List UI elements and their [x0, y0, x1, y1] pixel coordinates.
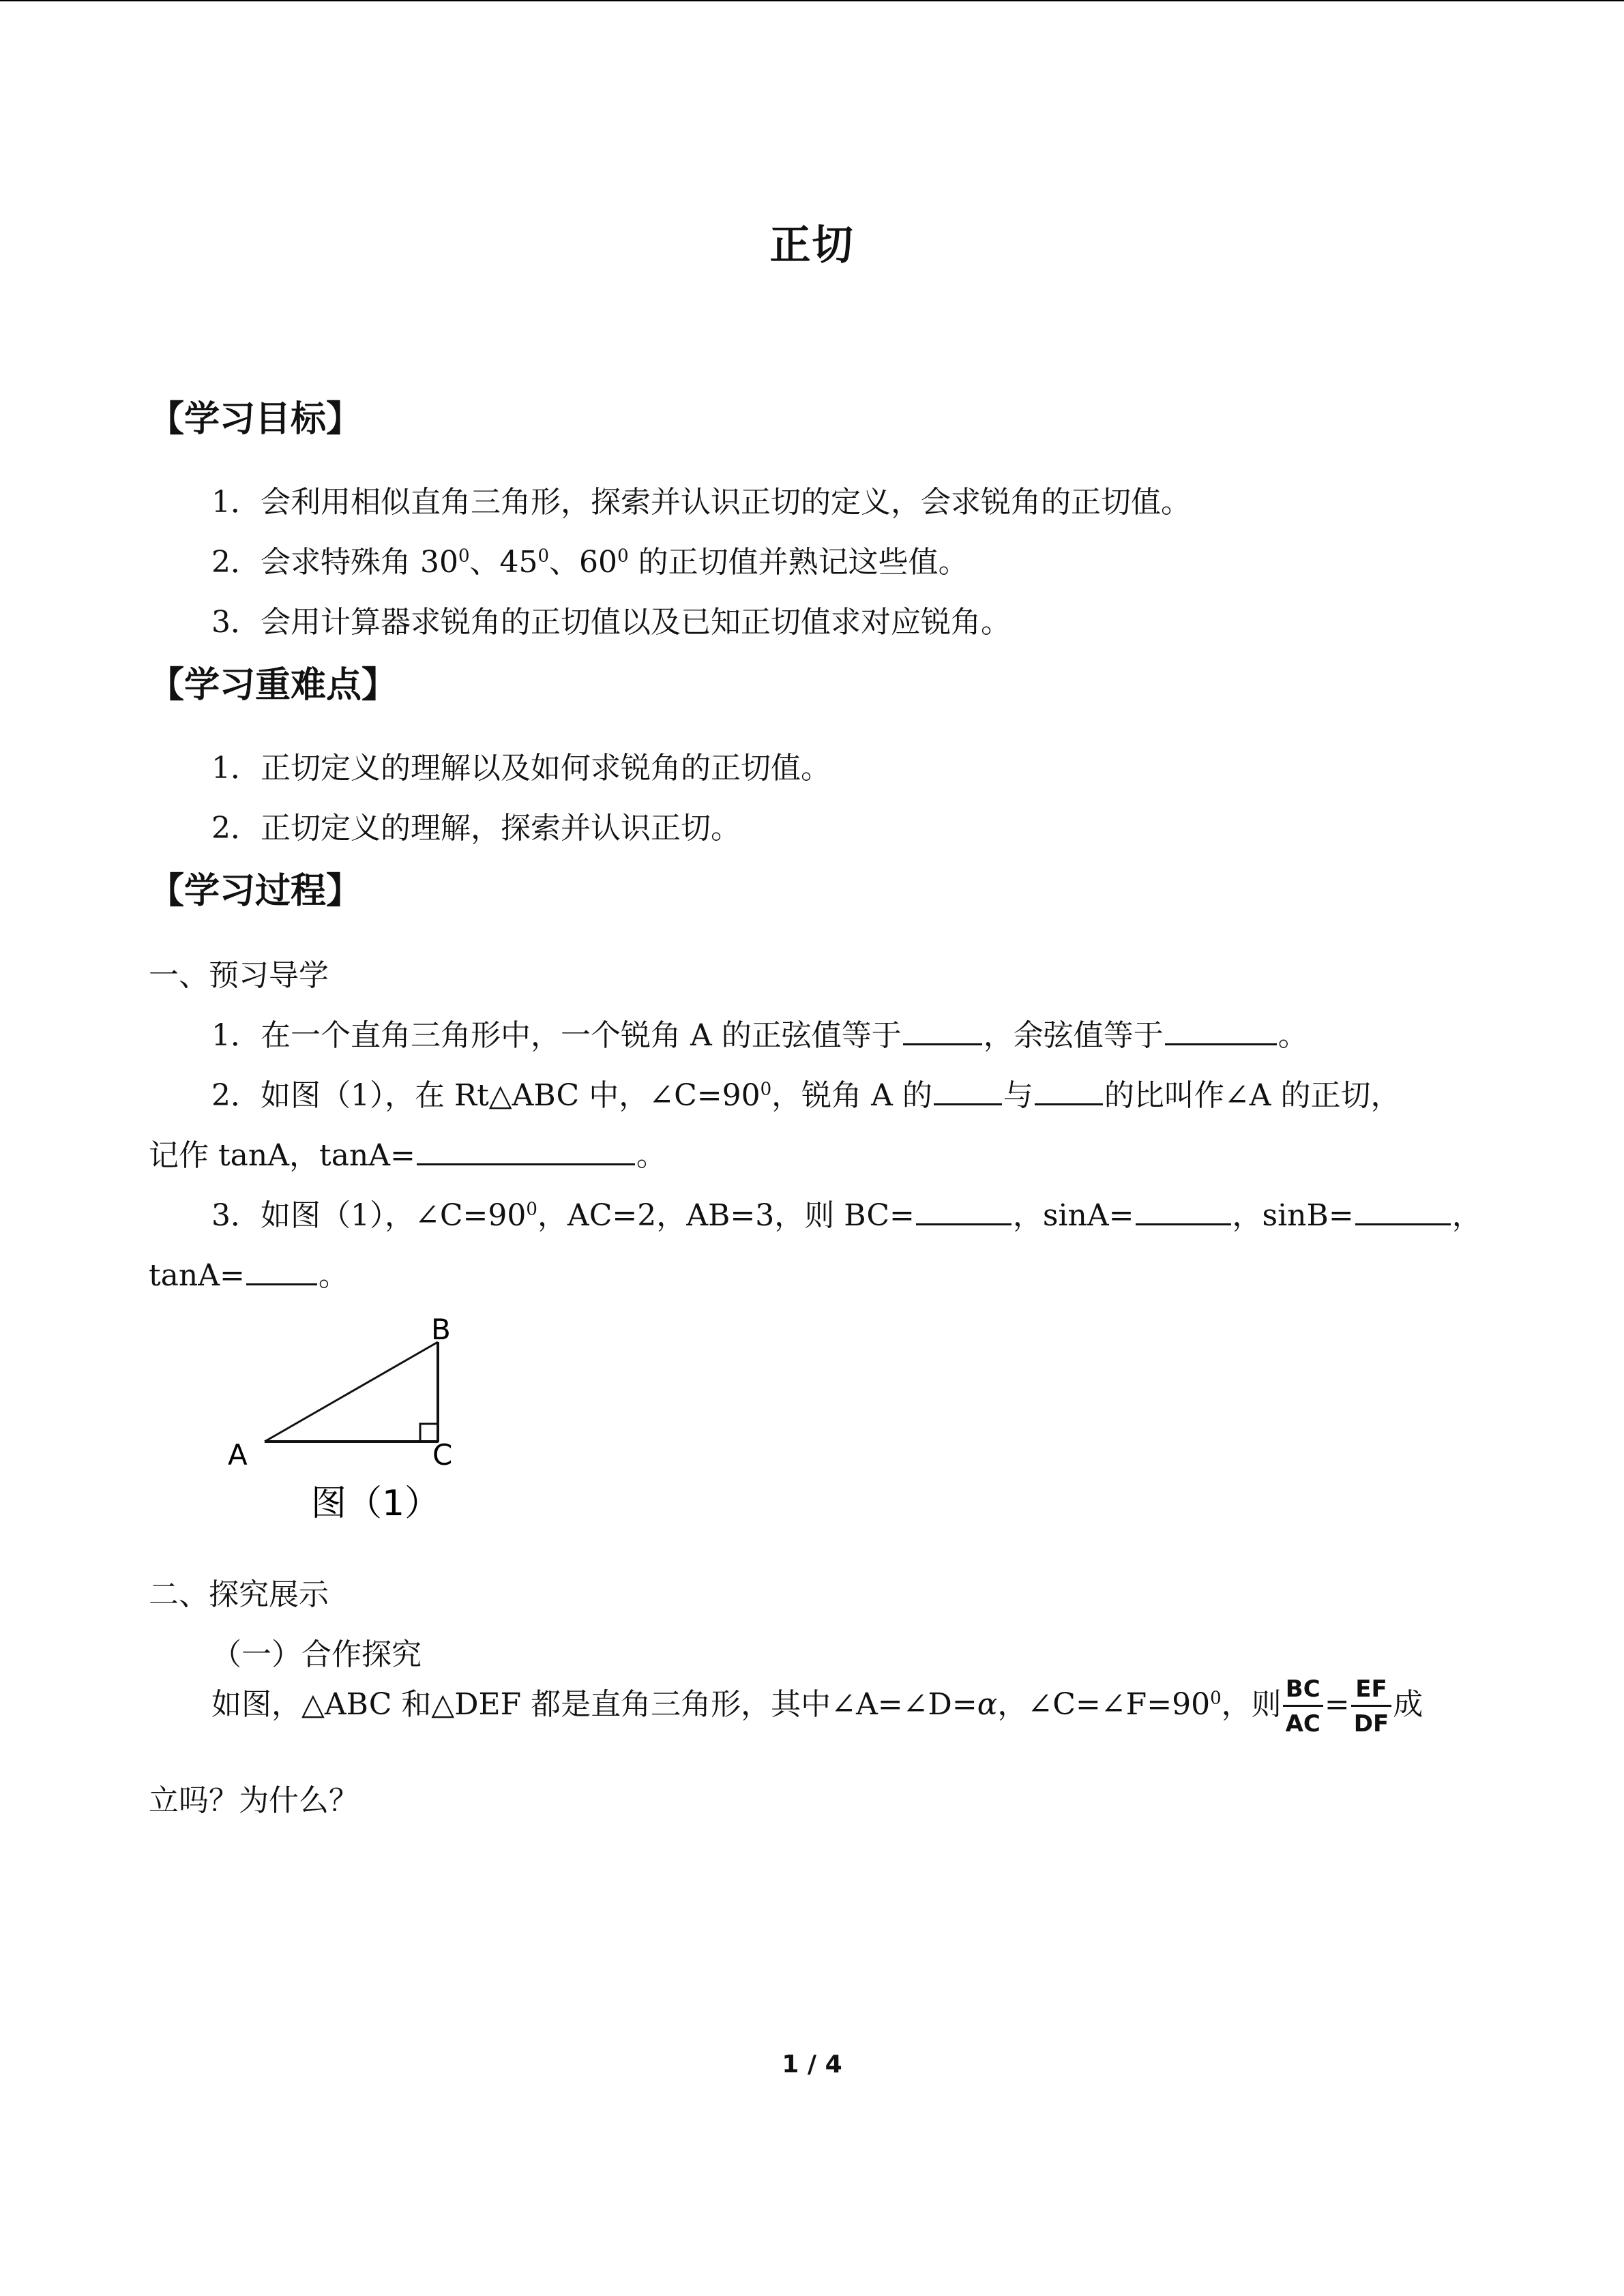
figure-caption: 图（1） — [311, 1483, 441, 1524]
question-1: 1．在一个直角三角形中，一个锐角 A 的正弦值等于 ，余弦值等于 。 — [211, 1011, 1308, 1054]
part1-title: 一、预习导学 — [149, 958, 329, 993]
part2-title: 二、探究展示 — [149, 1577, 329, 1612]
question-2-line1: 2．如图（1），在 Rt△ABC 中，$\angle C=90^0$，锐角 A 的 与 的比叫作∠A 的正切， — [211, 1071, 1401, 1114]
question-3-line1: 3．如图（1），$\angle C=90^0$，AC=2，AB=3，则 BC= ，sinA= ，sinB= ， — [211, 1191, 1482, 1234]
answer-blank[interactable] — [903, 1016, 982, 1045]
fraction-bc-ac: $\frac{BC}{AC}$ — [1283, 1678, 1323, 1735]
key-point-item-1: 1．正切定义的理解以及如何求锐角的正切值。 — [211, 751, 831, 786]
explore-line1: 如图，△ABC 和△DEF 都是直角三角形，其中∠A=∠D=α，$\angle C=\angle F=90^0$，则 $\frac{BC}{AC}$ = $\frac{EF}{DF}$ 成 — [211, 1675, 1423, 1738]
side-ab — [265, 1342, 438, 1442]
vertex-b-label: B — [431, 1313, 451, 1346]
goals-heading: 【学习目标】 — [149, 399, 362, 440]
page-number: 1 / 4 — [782, 2051, 842, 2078]
goal-item-2: 2．会求特殊角 $30^0$、$45^0$、$60^0$ 的正切值并熟记这些值。 — [211, 545, 969, 580]
vertex-a-label: A — [228, 1438, 248, 1472]
answer-blank[interactable] — [1165, 1016, 1277, 1045]
vertex-c-label: C — [432, 1438, 453, 1472]
answer-blank[interactable] — [1136, 1196, 1231, 1225]
answer-blank[interactable] — [246, 1256, 317, 1285]
page-title: 正切 — [769, 222, 855, 269]
triangle-figure — [218, 1304, 477, 1536]
sub1-title: （一）合作探究 — [211, 1637, 422, 1672]
fraction-ef-df: $\frac{EF}{DF}$ — [1351, 1678, 1391, 1735]
answer-blank[interactable] — [916, 1196, 1012, 1225]
answer-blank[interactable] — [1355, 1196, 1451, 1225]
process-heading: 【学习过程】 — [149, 871, 362, 912]
answer-blank[interactable] — [934, 1076, 1002, 1105]
goal-item-1: 1．会利用相似直角三角形，探索并认识正切的定义，会求锐角的正切值。 — [211, 485, 1191, 520]
question-3-line2: tanA= 。 — [149, 1251, 349, 1294]
answer-blank[interactable] — [417, 1136, 635, 1165]
question-2-line2: 记作 tanA，tanA= 。 — [149, 1131, 666, 1174]
explore-line2: 立吗？为什么？ — [149, 1783, 359, 1818]
key-point-item-2: 2．正切定义的理解，探索并认识正切。 — [211, 811, 741, 846]
key-points-heading: 【学习重难点】 — [149, 665, 398, 706]
answer-blank[interactable] — [1035, 1076, 1103, 1105]
goal-item-3: 3．会用计算器求锐角的正切值以及已知正切值求对应锐角。 — [211, 605, 1011, 640]
